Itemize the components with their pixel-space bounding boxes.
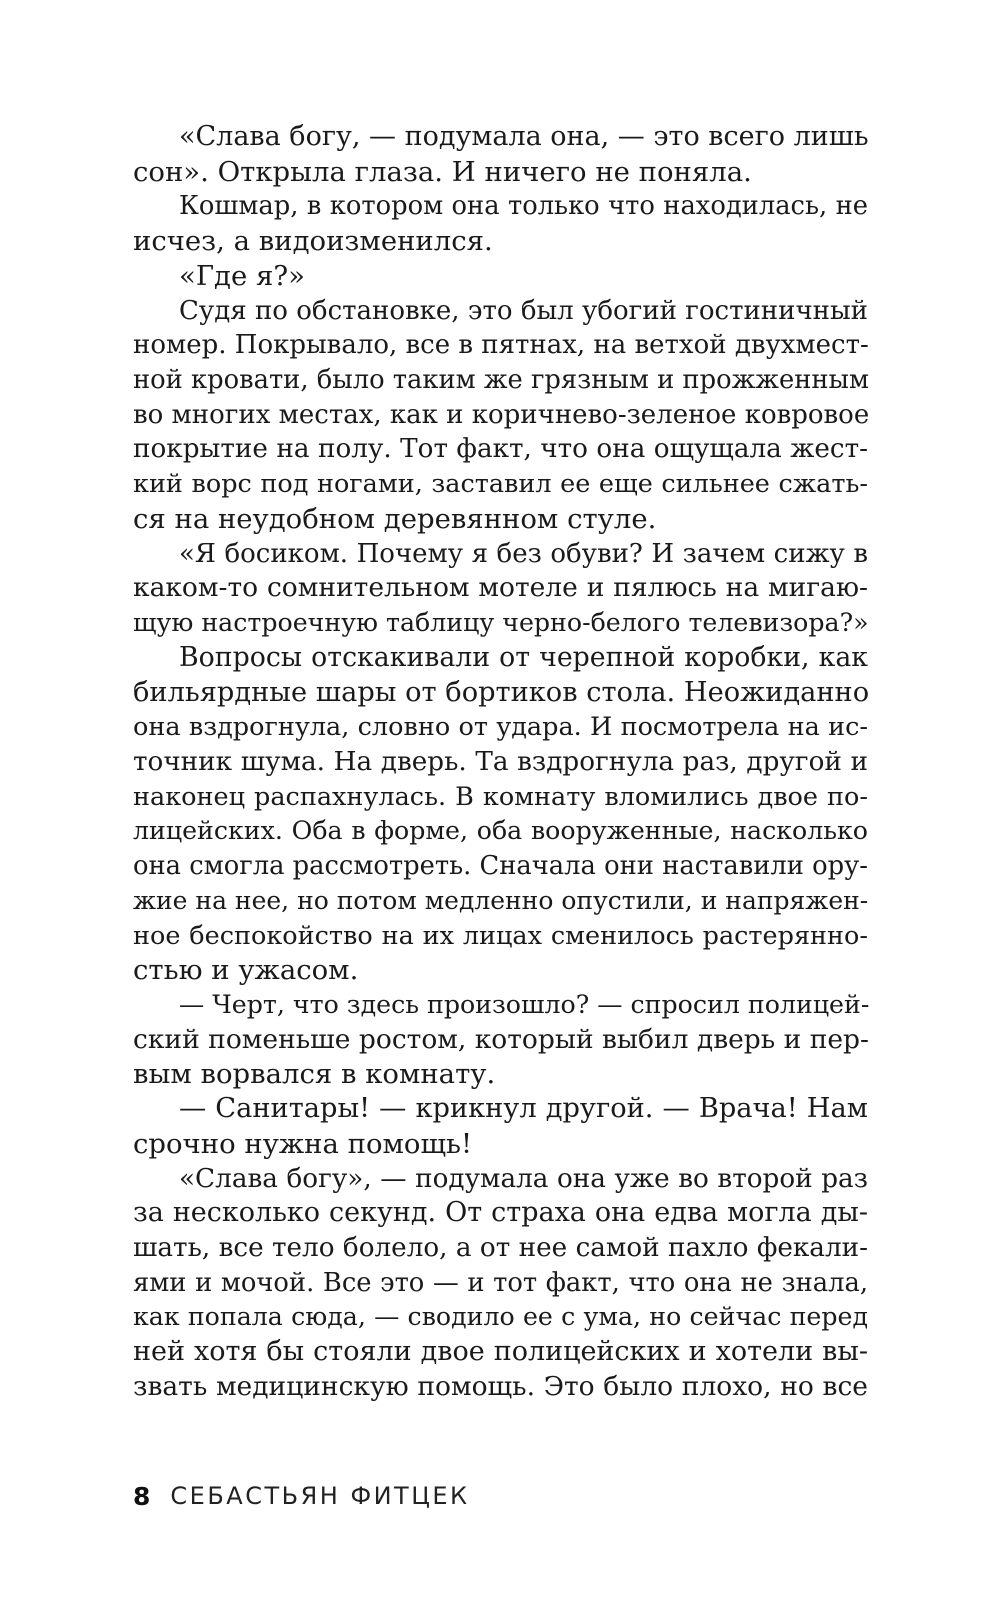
text-line: ней хотя бы стояли двое полицейских и хотели вы- [133,1336,868,1368]
text-line: ями и мочой. Все это — и тот факт, что она не знала, [133,1267,868,1298]
text-line: номер. Покрывало, все в пятнах, на ветхой двухмест- [133,330,869,361]
text-line: она смогла рассмотреть. Сначала они наставили ору- [133,851,868,882]
text-line: вым ворвался в комнату. [133,1058,496,1091]
paragraph-first-line: «Слава богу, — подумала она, — это всего лишь [179,121,869,152]
text-line: ся на неудобном деревянном стуле. [133,502,657,535]
paragraph-first-line: «Я босиком. Почему я без обуви? И зачем сижу в [179,538,868,569]
text-line: ное беспокойство на их лицах сменилось растерянно- [133,920,868,951]
text-line: бильярдные шары от бортиков стола. Неожиданно [133,676,870,708]
text-line: срочно нужна помощь! [133,1127,473,1160]
paragraph-first-line: Кошмар, в котором она только что находилась, не [179,191,868,222]
paragraph-first-line: Вопросы отскакивали от черепной коробки, как [179,641,868,673]
text-line: жие на нее, но потом медленно опустили, и напряжен- [133,885,869,915]
text-line: исчез, а видоизменился. [133,225,493,258]
page-number: 8 [133,1481,151,1511]
running-header-author: СЕБАСТЬЯН ФИТЦЕК [170,1482,470,1510]
text-line: она вздрогнула, словно от удара. И посмотрела на ис- [133,712,868,743]
text-line: ский поменьше ростом, который выбил дверь и пер- [133,1023,869,1055]
text-line: лицейских. Оба в форме, оба вооруженные, насколько [133,816,868,846]
text-line: точник шума. На дверь. Та вздрогнула раз, другой и [133,746,868,777]
text-line: стью и ужасом. [133,954,359,987]
paragraph-first-line: — Санитары! — крикнул другой. — Врача! Нам [179,1093,868,1125]
text-line: во многих местах, как и коричнево-зеленое ковровое [133,399,870,430]
paragraph-first-line: — Черт, что здесь произошло? — спросил полицей- [179,989,870,1019]
text-line: сон». Открыла глаза. И ничего не поняла. [133,155,752,188]
text-line: кий ворс под ногами, заставил ее еще сильнее сжать- [133,469,868,500]
body-text [133,120,868,1405]
text-line: за несколько секунд. От страха она едва могла ды- [133,1197,868,1229]
text-line: покрытие на полу. Тот факт, что она ощущала жест- [133,434,868,465]
text-line: наконец распахнулась. В комнату вломились двое по- [133,781,868,812]
text-line: каком-то сомнительном мотеле и пялюсь на мигаю- [133,572,868,604]
text-line: как попала сюда, — сводило ее с ума, но сейчас перед [133,1302,868,1332]
paragraph-first-line: «Где я?» [179,259,305,292]
text-line: щую настроечную таблицу черно-белого телевизора?» [133,608,869,638]
text-line: звать медицинскую помощь. Это было плохо, но все [133,1370,868,1402]
paragraph-first-line: Судя по обстановке, это был убогий гостиничный [179,295,868,326]
page-footer [133,1476,470,1516]
text-line: шать, все тело болело, а от нее самой пахло фекали- [133,1233,868,1263]
text-line: ной кровати, было таким же грязным и прожженным [133,365,870,396]
paragraph-first-line: «Слава богу», — подумала она уже во второй раз [179,1163,868,1194]
